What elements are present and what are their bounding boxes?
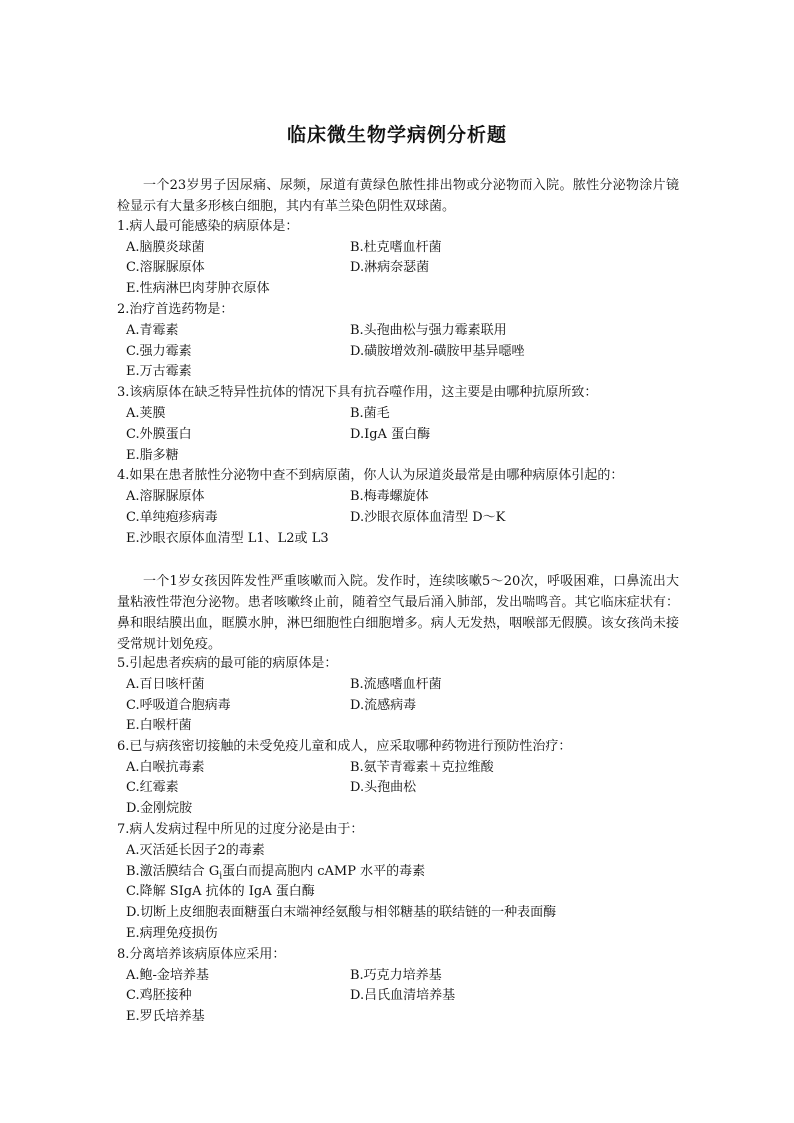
- q1-option-a: A.脑膜炎球菌: [126, 240, 205, 255]
- q3-option-b: B.菌毛: [350, 406, 390, 421]
- q5-option-d: D.流感病毒: [350, 698, 417, 713]
- q7-option-b-post: 蛋白而提高胞内 cAMP 水平的毒素: [222, 864, 426, 879]
- q6-option-c: C.红霉素: [126, 780, 179, 795]
- q4-option-d: D.沙眼衣原体血清型 D～K: [350, 510, 506, 525]
- q7-option-c: C.降解 SIgA 抗体的 IgA 蛋白酶: [126, 884, 315, 899]
- q4-option-e: E.沙眼衣原体血清型 L1、L2或 L3: [126, 531, 329, 546]
- q3-option-d: D.IgA 蛋白酶: [350, 427, 431, 442]
- case1-text: 一个23岁男子因尿痛、尿频，尿道有黄绿色脓性排出物或分泌物而入院。脓性分泌物涂片镜检显示有大量多形核白细胞，其内有革兰染色阴性双球菌。: [117, 178, 679, 214]
- q7-option-b-pre: B.激活膜结合 G: [126, 864, 220, 879]
- q5-option-a: A.百日咳杆菌: [126, 677, 205, 692]
- q1-option-d: D.淋病奈瑟菌: [350, 260, 430, 275]
- q7-option-b-subscript: i: [219, 871, 223, 882]
- q2-option-b: B.头孢曲松与强力霉素联用: [350, 323, 507, 338]
- question-5: 5.引起患者疾病的最可能的病原体是：: [117, 656, 338, 671]
- q8-option-a: A.鲍-金培养基: [126, 968, 209, 983]
- q2-option-c: C.强力霉素: [126, 344, 192, 359]
- q3-option-e: E.脂多糖: [126, 448, 179, 463]
- q1-option-b: B.杜克嗜血杆菌: [350, 240, 442, 255]
- q2-option-d: D.磺胺增效剂-磺胺甲基异噁唑: [350, 344, 525, 359]
- q8-option-e: E.罗氏培养基: [126, 1009, 205, 1024]
- question-3: 3.该病原体在缺乏特异性抗体的情况下具有抗吞噬作用，这主要是由哪种抗原所致：: [117, 385, 598, 400]
- q5-option-b: B.流感嗜血杆菌: [350, 677, 442, 692]
- question-2: 2.治疗首选药物是：: [117, 302, 234, 317]
- question-8: 8.分离培养该病原体应采用：: [117, 947, 286, 962]
- q7-option-d: D.切断上皮细胞表面糖蛋白末端神经氨酸与相邻糖基的联结链的一种表面酶: [126, 905, 557, 920]
- question-4: 4.如果在患者脓性分泌物中查不到病原菌，你人认为尿道炎最常是由哪种病原体引起的：: [117, 468, 624, 483]
- q4-option-b: B.梅毒螺旋体: [350, 489, 429, 504]
- q1-option-e: E.性病淋巴肉芽肿衣原体: [126, 281, 270, 296]
- q8-option-d: D.吕氏血清培养基: [350, 988, 456, 1003]
- q4-option-a: A.溶脲脲原体: [126, 489, 205, 504]
- q5-option-e: E.白喉杆菌: [126, 718, 192, 733]
- q3-option-c: C.外膜蛋白: [126, 427, 192, 442]
- q2-option-a: A.青霉素: [126, 323, 179, 338]
- q7-option-b: [126, 864, 425, 885]
- q7-option-a: A.灭活延长因子2的毒素: [126, 843, 265, 858]
- q5-option-c: C.呼吸道合胞病毒: [126, 698, 231, 713]
- q1-option-c: C.溶脲脲原体: [126, 260, 205, 275]
- question-7: 7.病人发病过程中所见的过度分泌是由于：: [117, 822, 364, 837]
- q2-option-e: E.万古霉素: [126, 364, 192, 379]
- q7-option-e: E.病理免疫损伤: [126, 926, 218, 941]
- case2-text: 一个1岁女孩因阵发性严重咳嗽而入院。发作时，连续咳嗽5～20次，呼吸困难，口鼻流出大量粘液性带泡分泌物。患者咳嗽终止前，随着空气最后涌入肺部，发出喘鸣音。其它临床症状有：鼻和眼结膜出血，眶膜水肿，淋巴细胞性白细胞增多。病人无发热，咽喉部无假膜。该女孩尚未接受常规计划免疫。: [117, 574, 679, 652]
- q6-option-e: D.金刚烷胺: [126, 801, 193, 816]
- q6-option-d: D.头孢曲松: [350, 780, 417, 795]
- q3-option-a: A.荚膜: [126, 406, 166, 421]
- q6-option-b: B.氨苄青霉素＋克拉维酸: [350, 760, 494, 775]
- q8-option-c: C.鸡胚接种: [126, 988, 192, 1003]
- question-1: 1.病人最可能感染的病原体是：: [117, 219, 299, 234]
- q6-option-a: A.白喉抗毒素: [126, 760, 205, 775]
- question-6: 6.已与病孩密切接触的未受免疫儿童和成人，应采取哪种药物进行预防性治疗：: [117, 739, 572, 754]
- q4-option-c: C.单纯疱疹病毒: [126, 510, 218, 525]
- page-title: 临床微生物学病例分析题: [286, 124, 507, 146]
- q8-option-b: B.巧克力培养基: [350, 968, 442, 983]
